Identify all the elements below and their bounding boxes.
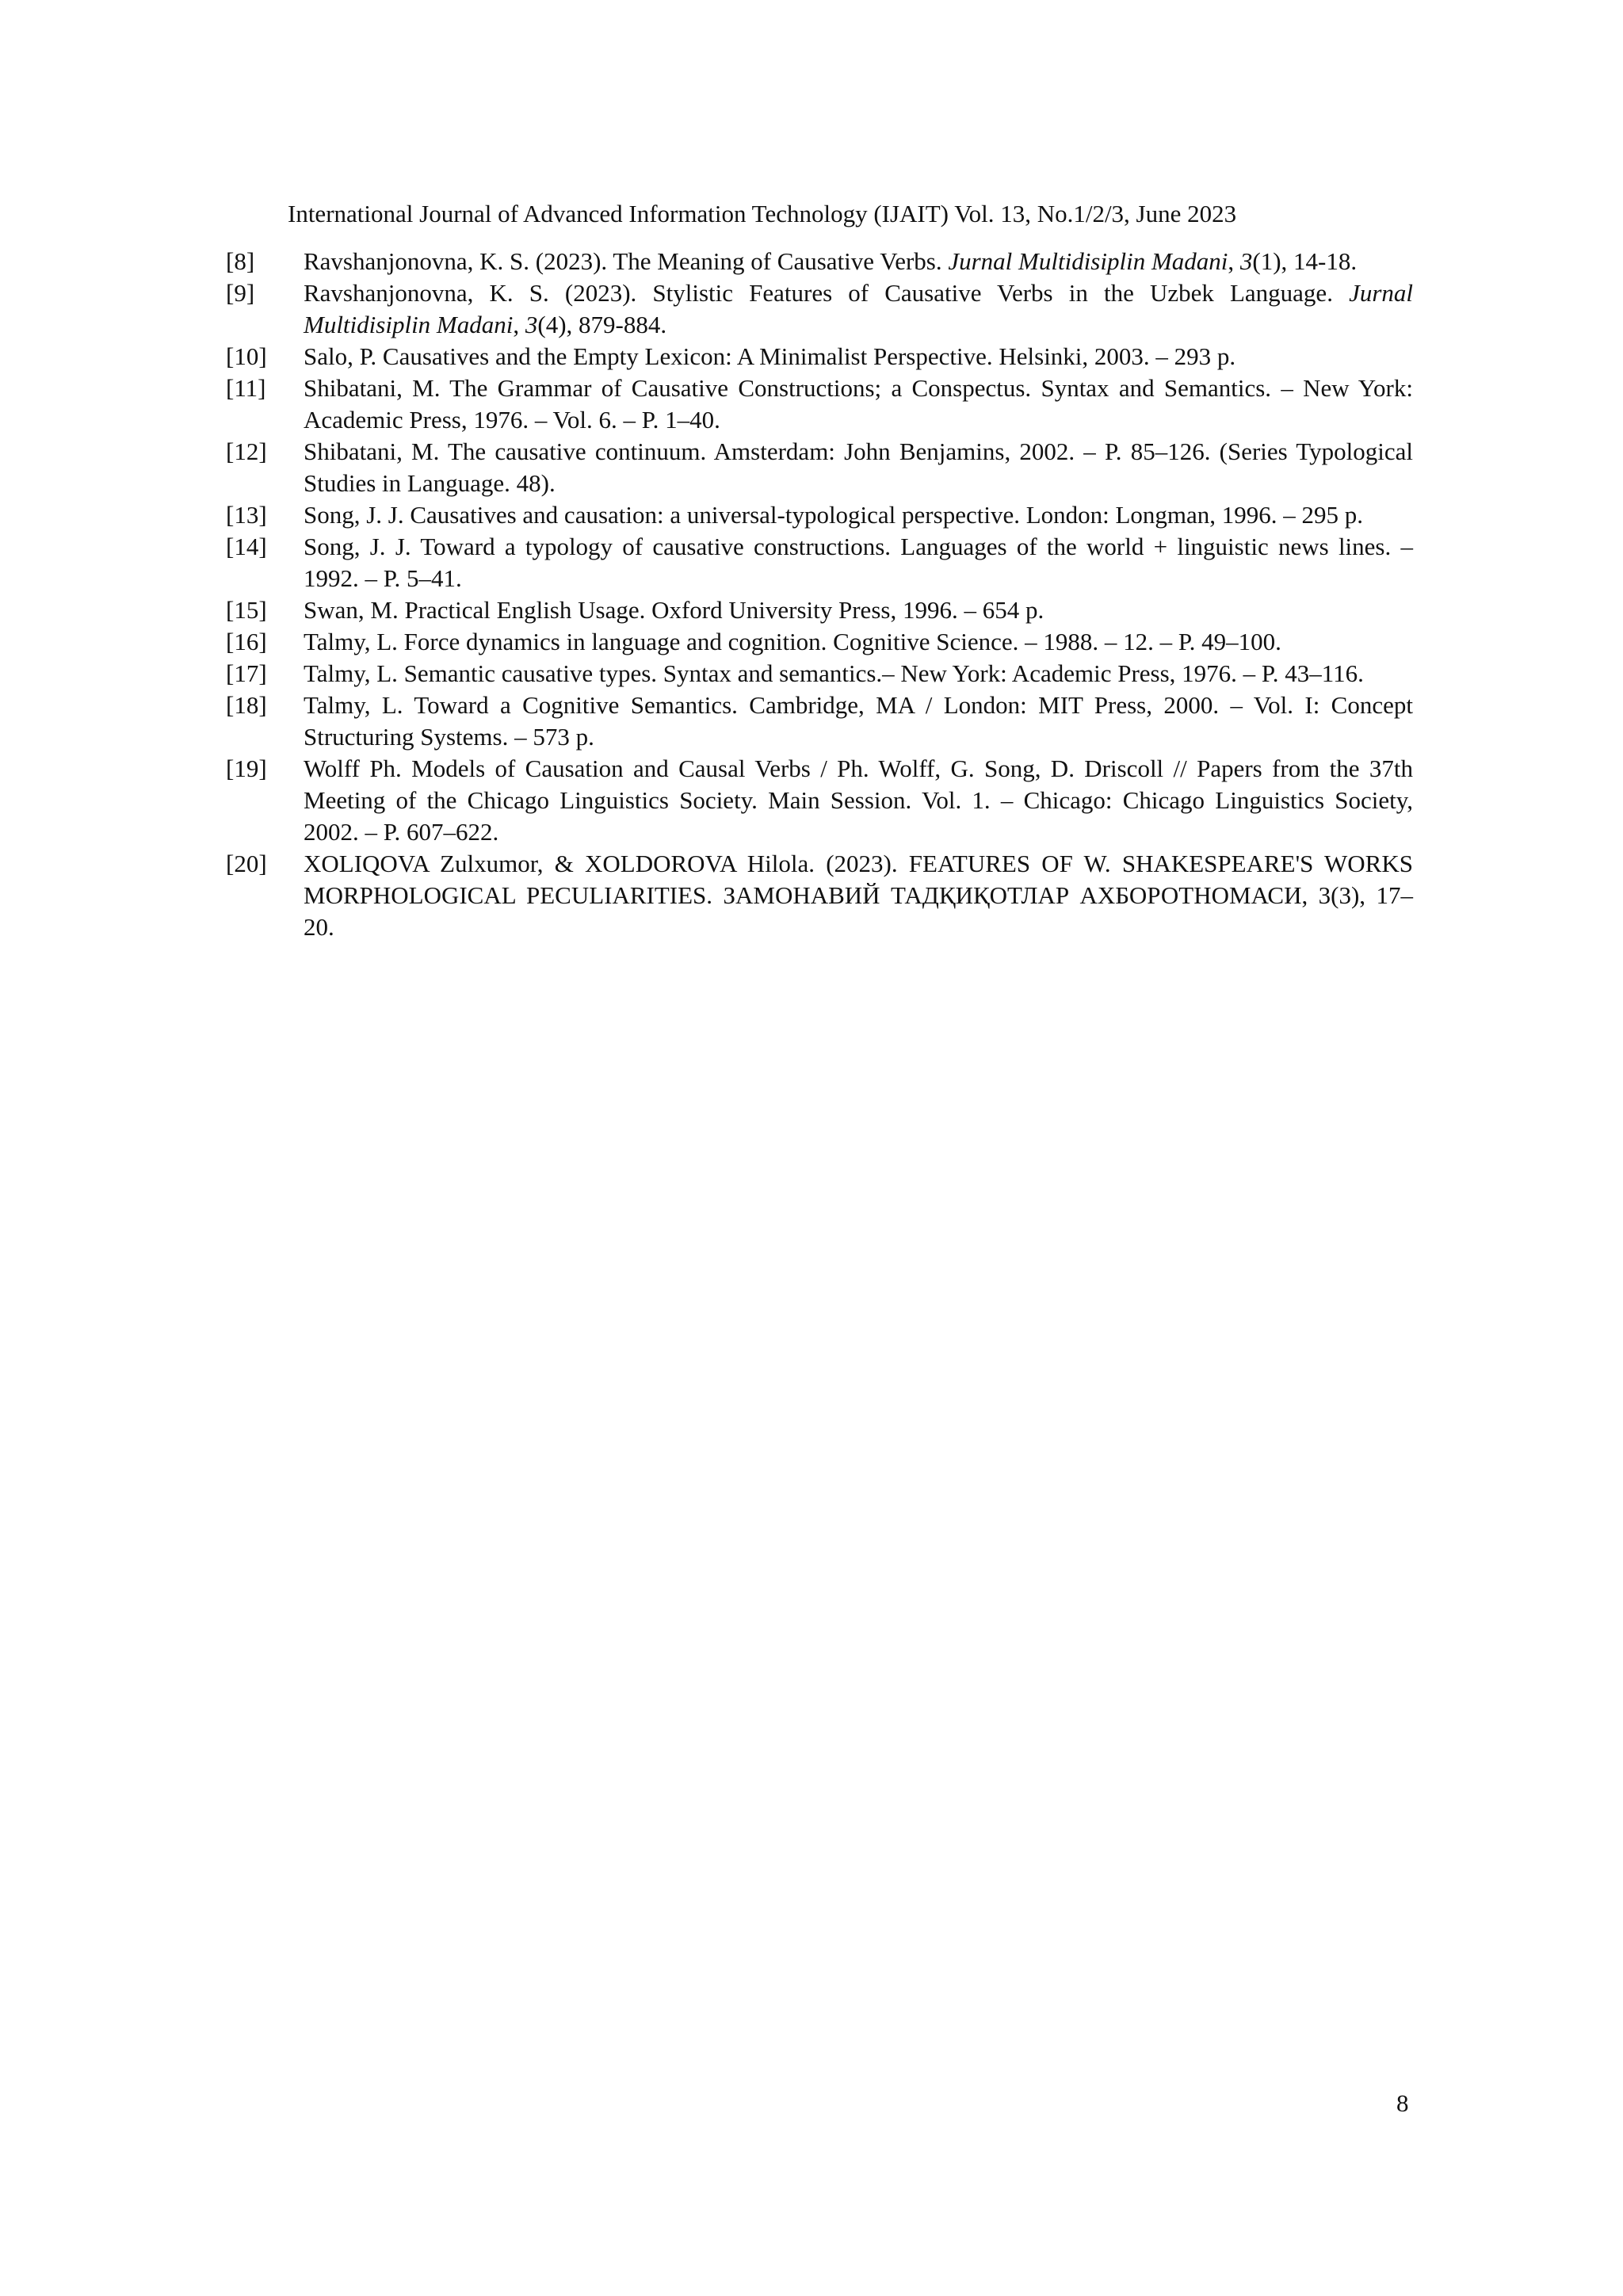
reference-item [226, 531, 1413, 594]
reference-text [304, 277, 1413, 341]
reference-italic-segment: Jurnal Multidisiplin Madani [948, 247, 1228, 275]
reference-item [226, 341, 1413, 372]
reference-item [226, 436, 1413, 499]
reference-segment: (4), 879-884. [537, 311, 667, 338]
reference-text [304, 594, 1413, 626]
reference-segment: Salo, P. Causatives and the Empty Lexicon: A Minimalist Perspective. Helsinki, 2003. – 293 p. [304, 342, 1236, 370]
reference-segment: XOLIQOVA Zulxumor, & XOLDOROVA Hilola. (2023). FEATURES OF W. SHAKESPEARE'S WORKS MORPHOLOGICAL PECULIARITIES. ЗАМОНАВИЙ ТАДҚИҚОТЛАР АХБОРОТНОМАСИ, 3(3), 17–20. [304, 850, 1413, 941]
reference-segment: Shibatani, M. The Grammar of Causative Constructions; a Conspectus. Syntax and Semantics. – New York: Academic Press, 1976. – Vol. 6. – P. 1–40. [304, 374, 1413, 434]
reference-item [226, 594, 1413, 626]
reference-segment: Talmy, L. Semantic causative types. Syntax and semantics.– New York: Academic Press, 1976. – P. 43–116. [304, 659, 1364, 687]
reference-text [304, 499, 1413, 531]
reference-italic-segment: Jurnal Multidisiplin Madani [304, 279, 1413, 338]
reference-segment: Song, J. J. Toward a typology of causative constructions. Languages of the world + linguistic news lines. – 1992. – P. 5–41. [304, 533, 1413, 592]
reference-item [226, 848, 1413, 943]
reference-number: [16] [226, 628, 267, 655]
reference-number: [18] [226, 691, 267, 719]
reference-segment: Song, J. J. Causatives and causation: a universal-typological perspective. London: Longman, 1996. – 295 p. [304, 501, 1364, 529]
reference-segment: Wolff Ph. Models of Causation and Causal Verbs / Ph. Wolff, G. Song, D. Driscoll // Papers from the 37th Meeting of the Chicago Linguistics Society. Main Session. Vol. 1. – Chicago: Chicago Linguistics Society, 2002. – P. 607–622. [304, 755, 1413, 846]
reference-segment: (1), 14-18. [1252, 247, 1358, 275]
running-header: International Journal of Advanced Information Technology (IJAIT) Vol. 13, No.1/2/3, June 2023 [288, 200, 1237, 227]
reference-text [304, 848, 1413, 943]
reference-text [304, 753, 1413, 848]
reference-list [226, 246, 1413, 943]
reference-item [226, 626, 1413, 658]
reference-segment: , [513, 311, 525, 338]
reference-item [226, 246, 1413, 277]
reference-item [226, 499, 1413, 531]
reference-text [304, 531, 1413, 594]
reference-segment: Talmy, L. Force dynamics in language and cognition. Cognitive Science. – 1988. – 12. – P. 49–100. [304, 628, 1281, 655]
reference-number: [11] [226, 374, 266, 402]
reference-italic-segment: 3 [525, 311, 538, 338]
reference-item [226, 658, 1413, 690]
reference-segment: Talmy, L. Toward a Cognitive Semantics. Cambridge, MA / London: MIT Press, 2000. – Vol. I: Concept Structuring Systems. – 573 p. [304, 691, 1413, 751]
reference-number: [13] [226, 501, 267, 529]
reference-number: [14] [226, 533, 267, 560]
reference-number: [12] [226, 437, 267, 465]
reference-segment: Shibatani, M. The causative continuum. Amsterdam: John Benjamins, 2002. – P. 85–126. (Series Typological Studies in Language. 48). [304, 437, 1413, 497]
reference-item [226, 277, 1413, 341]
reference-segment: , [1228, 247, 1240, 275]
reference-text [304, 341, 1413, 372]
reference-text [304, 372, 1413, 436]
reference-number: [10] [226, 342, 267, 370]
reference-item [226, 753, 1413, 848]
reference-number: [17] [226, 659, 267, 687]
reference-segment: Swan, M. Practical English Usage. Oxford University Press, 1996. – 654 p. [304, 596, 1044, 624]
reference-text [304, 658, 1413, 690]
reference-text [304, 626, 1413, 658]
reference-number: [19] [226, 755, 267, 782]
reference-number: [20] [226, 850, 267, 877]
reference-text [304, 246, 1413, 277]
reference-segment: Ravshanjonovna, K. S. (2023). The Meaning of Causative Verbs. [304, 247, 949, 275]
reference-text [304, 436, 1413, 499]
reference-item [226, 690, 1413, 753]
page-number: 8 [1396, 2089, 1409, 2117]
reference-italic-segment: 3 [1239, 247, 1253, 275]
reference-number: [8] [226, 247, 255, 275]
reference-item [226, 372, 1413, 436]
reference-text [304, 690, 1413, 753]
reference-number: [15] [226, 596, 267, 624]
reference-segment: Ravshanjonovna, K. S. (2023). Stylistic Features of Causative Verbs in the Uzbek Language. [304, 279, 1350, 307]
reference-number: [9] [226, 279, 255, 307]
